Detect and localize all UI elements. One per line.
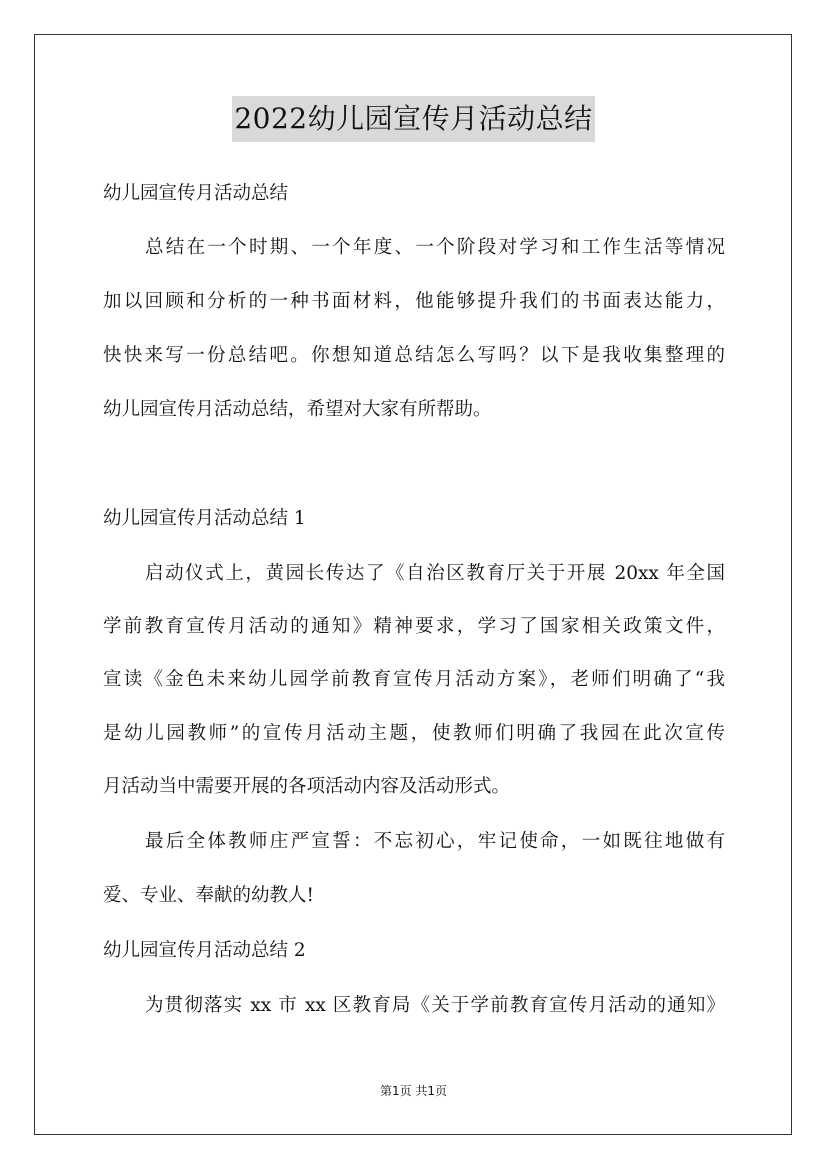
intro-paragraph-line: 幼儿园宣传月活动总结，希望对大家有所帮助。 bbox=[103, 399, 492, 420]
document-title: 2022幼儿园宣传月活动总结 bbox=[232, 96, 594, 142]
title-wrap bbox=[0, 96, 827, 142]
intro-heading: 幼儿园宣传月活动总结 bbox=[103, 183, 289, 204]
section1-paragraph-line: 是幼儿园教师”的宣传月活动主题，使教师们明确了我园在此次宣传 bbox=[103, 723, 725, 744]
section1-paragraph-line: 月活动当中需要开展的各项活动内容及活动形式。 bbox=[103, 776, 511, 797]
section1-paragraph-line: 学前教育宣传月活动的通知》精神要求，学习了国家相关政策文件， bbox=[103, 616, 725, 637]
intro-paragraph-line: 加以回顾和分析的一种书面材料，他能够提升我们的书面表达能力， bbox=[103, 291, 725, 312]
section-heading-2: 幼儿园宣传月活动总结 2 bbox=[103, 940, 306, 961]
section1-paragraph-line: 宣读《金色未来幼儿园学前教育宣传月活动方案》，老师们明确了“我 bbox=[103, 669, 725, 690]
page-footer: 第1页 共1页 bbox=[379, 1084, 448, 1098]
section2-paragraph-line: 为贯彻落实 xx 市 xx 区教育局《关于学前教育宣传月活动的通知》 bbox=[145, 995, 725, 1016]
section-heading-1: 幼儿园宣传月活动总结 1 bbox=[103, 508, 306, 529]
section1-oath-line: 最后全体教师庄严宣誓：不忘初心，牢记使命，一如既往地做有 bbox=[145, 831, 725, 852]
intro-paragraph-line: 快快来写一份总结吧。你想知道总结怎么写吗？以下是我收集整理的 bbox=[103, 345, 725, 366]
section1-paragraph-line: 启动仪式上，黄园长传达了《自治区教育厅关于开展 20xx 年全国 bbox=[145, 563, 725, 584]
intro-paragraph-line: 总结在一个时期、一个年度、一个阶段对学习和工作生活等情况 bbox=[145, 237, 725, 258]
section1-oath-line: 爱、专业、奉献的幼教人! bbox=[103, 885, 314, 906]
